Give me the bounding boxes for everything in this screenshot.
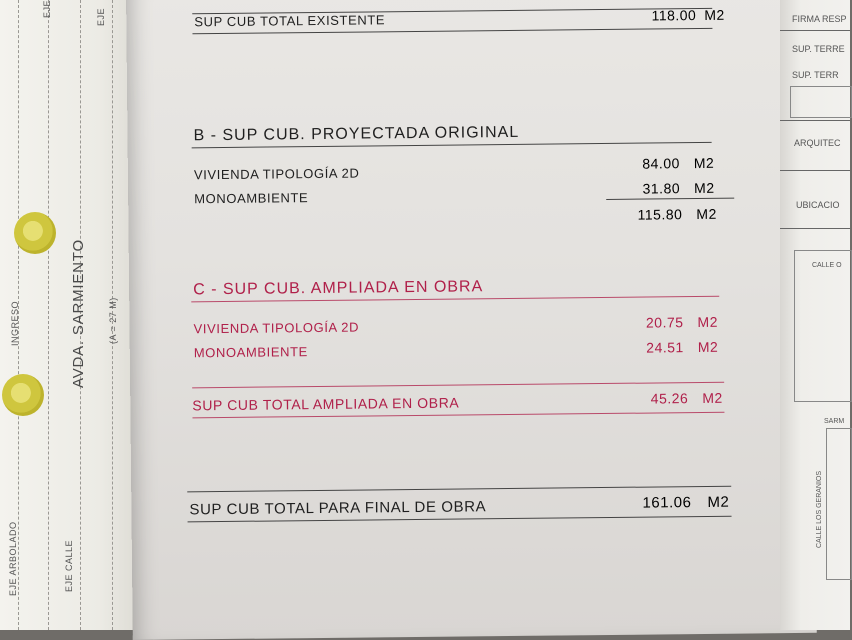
eje-label: EJE <box>96 7 106 26</box>
title-block-label: ARQUITEC <box>794 138 841 148</box>
existing-total-value: 118.00 <box>651 7 697 24</box>
eje-arbolado-label: EJE ARBOLADO <box>8 521 18 596</box>
tree-icon <box>2 374 44 416</box>
section-b-row-value: 31.80 <box>642 180 681 197</box>
section-b-row-label: VIVIENDA TIPOLOGÍA 2D <box>193 165 360 183</box>
title-block-label: FIRMA RESP <box>792 14 847 24</box>
eje-calle-label: EJE CALLE <box>64 539 74 592</box>
title-block-label: SUP. TERR <box>792 70 839 80</box>
map-street-label: CALLE LOS GERANIOS <box>816 470 823 548</box>
eje-label: EJE <box>42 0 52 18</box>
title-block-box <box>790 86 852 118</box>
final-total-label: SUP CUB TOTAL PARA FINAL DE OBRA <box>189 498 487 519</box>
section-b-row-unit: M2 <box>694 179 715 197</box>
rule-line <box>780 120 850 121</box>
rule-line <box>780 228 850 229</box>
rule-line <box>192 412 724 419</box>
section-b-heading: B - SUP CUB. PROYECTADA ORIGINAL <box>193 123 520 145</box>
section-b-row-label: MONOAMBIENTE <box>194 190 309 207</box>
rule-line <box>780 30 850 31</box>
right-title-block-strip <box>780 0 850 630</box>
section-c-row-unit: M2 <box>697 313 719 331</box>
tree-icon <box>14 212 56 254</box>
section-c-row-label: MONOAMBIENTE <box>193 344 308 361</box>
rule-line <box>187 486 731 493</box>
section-b-subtotal-value: 115.80 <box>637 206 683 223</box>
rule-line <box>780 170 850 171</box>
section-c-total-label: SUP CUB TOTAL AMPLIADA EN OBRA <box>192 394 460 414</box>
section-c-row-value: 24.51 <box>646 339 684 356</box>
section-c-row-label: VIVIENDA TIPOLOGÍA 2D <box>193 319 360 337</box>
section-b-row-value: 84.00 <box>642 155 680 172</box>
section-b-row-unit: M2 <box>693 154 715 172</box>
axis-dashed-line <box>48 0 49 630</box>
section-c-row-value: 20.75 <box>645 314 684 331</box>
section-c-total-value: 45.26 <box>650 390 689 407</box>
surface-table-sheet <box>126 0 817 640</box>
final-total-unit: M2 <box>707 493 730 511</box>
location-map-box <box>794 250 852 402</box>
left-site-plan-strip <box>0 0 142 630</box>
street-width-label: (A = 27 M) <box>108 297 118 344</box>
section-c-row-unit: M2 <box>697 338 719 356</box>
section-c-total-unit: M2 <box>702 389 723 406</box>
street-name-label: AVDA. SARMIENTO <box>70 239 87 388</box>
rule-line <box>192 382 724 389</box>
final-total-value: 161.06 <box>642 494 692 512</box>
existing-total-unit: M2 <box>704 6 725 23</box>
section-b-subtotal-unit: M2 <box>696 205 717 223</box>
location-map-box <box>826 428 852 580</box>
subtotal-rule-line <box>606 198 734 200</box>
section-c-heading: C - SUP CUB. AMPLIADA EN OBRA <box>193 278 484 299</box>
map-street-label: CALLE O <box>812 262 842 269</box>
map-street-label: SARM <box>824 418 845 425</box>
ingreso-label: INGRESO <box>10 300 20 346</box>
rule-line <box>192 28 712 34</box>
existing-total-label: SUP CUB TOTAL EXISTENTE <box>194 12 386 30</box>
title-block-label: UBICACIO <box>796 200 840 210</box>
title-block-label: SUP. TERRE <box>792 44 845 54</box>
